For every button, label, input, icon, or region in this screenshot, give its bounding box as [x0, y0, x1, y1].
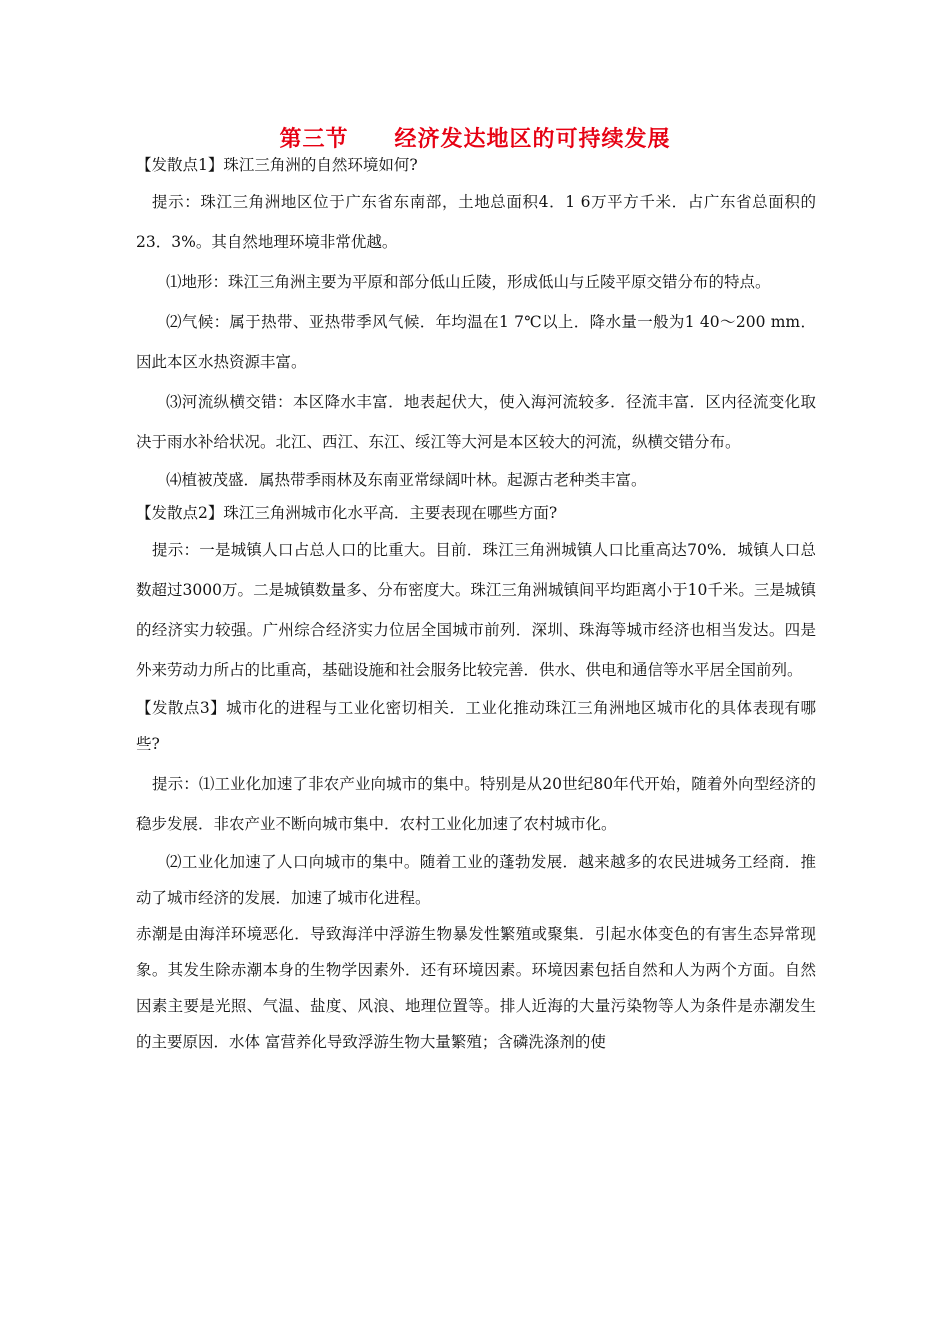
document-body — [136, 150, 816, 1060]
paragraph-hint-1: 提示：珠江三角洲地区位于广东省东南部，土地总面积4．1 6万平方千米．占广东省总面积的23．3%。其自然地理环境非常优越。 — [136, 193, 816, 251]
document-title: 第三节 经济发达地区的可持续发展 — [279, 127, 671, 152]
section-heading-2: 【发散点2】珠江三角洲城市化水平高．主要表现在哪些方面? — [136, 504, 558, 522]
paragraph-climate: ⑵气候：属于热带、亚热带季风气候．年均温在1 7℃以上．降水量一般为1 40～200 mm．因此本区水热资源丰富。 — [136, 313, 816, 371]
paragraph-vegetation: ⑷植被茂盛．属热带季雨林及东南亚常绿阔叶林。起源古老种类丰富。 — [166, 471, 647, 489]
paragraph-rivers: ⑶河流纵横交错：本区降水丰富．地表起伏大，使入海河流较多．径流丰富．区内径流变化取决于雨水补给状况。北江、西江、东江、绥江等大河是本区较大的河流，纵横交错分布。 — [136, 393, 816, 451]
paragraph-red-tide: 赤潮是由海洋环境恶化．导致海洋中浮游生物暴发性繁殖或聚集．引起水体变色的有害生态异常现象。其发生除赤潮本身的生物学因素外．还有环境因素。环境因素包括自然和人为两个方面。自然因素主要是光照、气温、盐度、风浪、地理位置等。排人近海的大量污染物等人为条件是赤潮发生的主要原因．水体 富营养化导致浮游生物大量繁殖；含磷洗涤剂的使 — [136, 925, 816, 1051]
paragraph-hint-2: 提示：一是城镇人口占总人口的比重大。目前．珠江三角洲城镇人口比重高达70%．城镇人口总数超过3000万。二是城镇数量多、分布密度大。珠江三角洲城镇间平均距离小于10千米。三是城镇的经济实力较强。广州综合经济实力位居全国城市前列．深圳、珠海等城市经济也相当发达。四是外来劳动力所占的比重高，基础设施和社会服务比较完善．供水、供电和通信等水平居全国前列。 — [136, 541, 816, 679]
section-heading-1: 【发散点1】珠江三角洲的自然环境如何? — [136, 156, 418, 174]
paragraph-hint-3: 提示：⑴工业化加速了非农产业向城市的集中。特别是从20世纪80年代开始，随着外向型经济的稳步发展．非农产业不断向城市集中．农村工业化加速了农村城市化。 — [136, 775, 816, 833]
section-heading-3: 【发散点3】城市化的进程与工业化密切相关．工业化推动珠江三角洲地区城市化的具体表现有哪些? — [136, 699, 816, 753]
paragraph-industry: ⑵工业化加速了人口向城市的集中。随着工业的蓬勃发展．越来越多的农民进城务工经商．推动了城市经济的发展．加速了城市化进程。 — [136, 853, 816, 907]
paragraph-terrain: ⑴地形：珠江三角洲主要为平原和部分低山丘陵，形成低山与丘陵平原交错分布的特点。 — [166, 273, 771, 291]
